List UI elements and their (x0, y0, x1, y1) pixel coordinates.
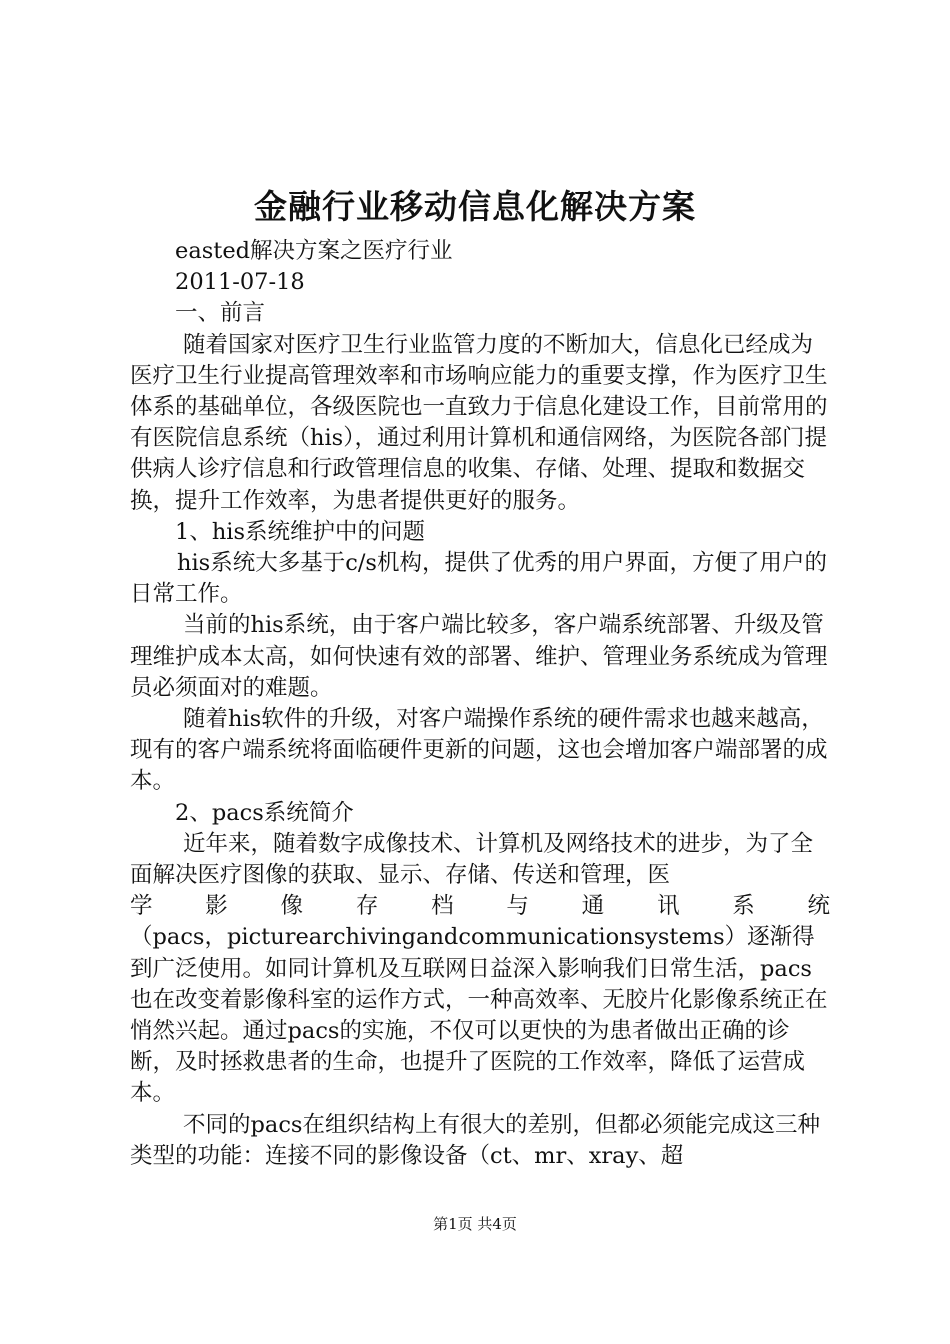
section-heading-his: 1、his系统维护中的问题 (175, 518, 426, 545)
document-title: 金融行业移动信息化解决方案 (254, 187, 696, 226)
section-heading-pacs: 2、pacs系统简介 (175, 799, 354, 826)
page-footer: 第1页 共4页 (433, 1215, 517, 1233)
paragraph-his-clients: 当前的his系统，由于客户端比较多，客户端系统部署、升级及管理维护成本太高，如何快速有效的部署、维护、管理业务系统成为管理员必须面对的难题。 (130, 612, 828, 701)
paragraph-pacs-intro-rest: （pacs，picturearchivingandcommunicationsystems）逐渐得到广泛使用。如同计算机及互联网日益深入影响我们日常生活，pacs也在改变着影像科室的运作方式，一种高效率、无胶片化影像系统正在悄然兴起。通过pacs的实施，不仅可以更快的为患者做出正确的诊断，及时拯救患者的生命，也提升了医院的工作效率，降低了运营成本。 (130, 924, 828, 1107)
paragraph-pacs-intro-start: 近年来，随着数字成像技术、计算机及网络技术的进步，为了全面解决医疗图像的获取、显示、存储、传送和管理，医 (130, 830, 814, 889)
document-body (130, 236, 830, 1172)
paragraph-pacs-functions: 不同的pacs在组织结构上有很大的差别，但都必须能完成这三种类型的功能：连接不同的影像设备（ct、mr、xray、超 (130, 1111, 820, 1169)
subtitle-line: easted解决方案之医疗行业 (175, 238, 453, 264)
pacs-spread-text: 学 影 像 存 档 与 通 讯 系 统 (130, 893, 830, 920)
paragraph-his-cs: his系统大多基于c/s机构，提供了优秀的用户界面，方便了用户的日常工作。 (130, 550, 827, 608)
paragraph-pacs-spread-line (130, 891, 830, 922)
paragraph-his-upgrade: 随着his软件的升级，对客户端操作系统的硬件需求也越来越高，现有的客户端系统将面临硬件更新的问题，这也会增加客户端部署的成本。 (130, 706, 828, 795)
section-heading-preface: 一、前言 (175, 300, 266, 327)
paragraph-preface: 随着国家对医疗卫生行业监管力度的不断加大，信息化已经成为医疗卫生行业提高管理效率和市场响应能力的重要支撑，作为医疗卫生体系的基础单位，各级医院也一直致力于信息化建设工作，目前常用的有医院信息系统（his），通过利用计算机和通信网络，为医院各部门提供病人诊疗信息和行政管理信息的收集、存储、处理、提取和数据交换，提升工作效率，为患者提供更好的服务。 (130, 331, 828, 514)
date-line: 2011-07-18 (175, 269, 305, 296)
